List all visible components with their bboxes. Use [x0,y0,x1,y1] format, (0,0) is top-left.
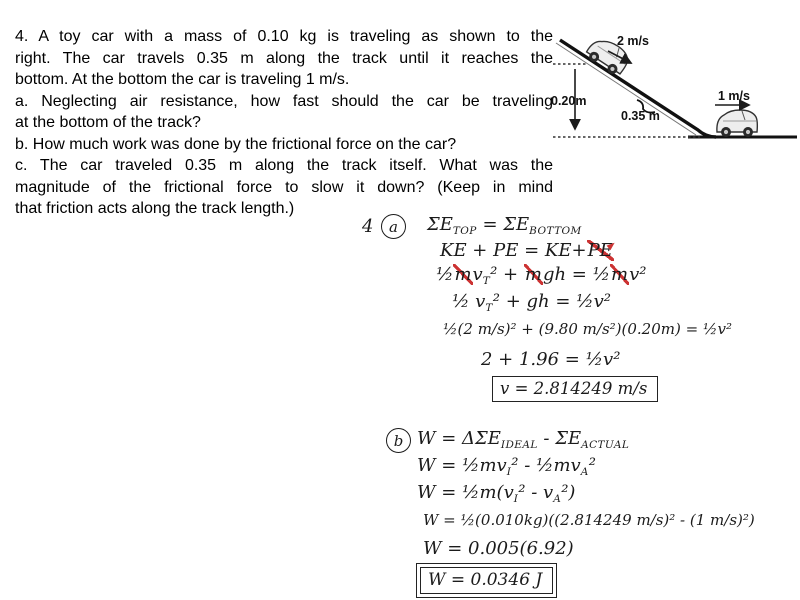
problem-line: magnitude of the frictional force to slow it down? (Keep in mind [15,178,553,196]
height-label: 0.20m [551,94,587,108]
eq-struck-term: PE [587,240,613,261]
eq-subscript: BOTTOM [529,225,582,237]
eq-subscript: IDEAL [500,439,538,451]
eq-subscript: T [485,302,493,314]
answer-box-b: W = 0.0346 J [420,567,553,594]
bottom-car [717,110,757,137]
eq-segment: W = ΔΣE [417,428,501,449]
equation-a4 [452,291,611,314]
equation-b2 [417,455,596,478]
problem-line: b. How much work was done by the frictional force on the car? [15,135,457,153]
eq-subscript: T [482,275,491,287]
eq-segment: ½ [436,264,454,285]
problem-number: 4 [362,216,374,237]
track-length-label: 0.35 m [621,109,660,123]
equation-b3 [417,482,575,505]
problem-line: a. Neglecting air resistance, how fast should the car be traveling [15,92,553,110]
eq-subscript: A [553,493,562,505]
problem-line: bottom. At the bottom the car is traveling 1 m/s. [15,71,350,88]
eq-segment: v [472,264,483,285]
track-diagram [550,15,800,150]
eq-subscript: A [580,466,589,478]
eq-segment: ² - ½mv [511,455,581,476]
problem-line: c. The car traveled 0.35 m along the track itself. What was the [15,157,553,174]
problem-line: 4. A toy car with a mass of 0.10 kg is traveling as shown to the [15,28,553,45]
equation-a3 [436,264,647,287]
eq-subscript: ACTUAL [581,439,630,451]
eq-subscript: I [513,493,519,505]
eq-segment: W = ½m(v [417,482,514,503]
problem-line: at the bottom of the track? [15,114,201,131]
eq-segment: v² [629,264,647,285]
problem-statement [15,26,553,220]
eq-segment: = ΣE [476,214,530,235]
eq-segment: KE + PE = KE+ [440,240,587,261]
eq-struck-term: m [524,264,542,285]
equation-a1 [427,214,582,237]
eq-segment: ² [588,455,596,476]
answer-box-a: v = 2.814249 m/s [492,376,658,402]
equation-a2 [440,240,622,261]
part-b-circle-label: b [386,428,411,453]
equation-a5: ½(2 m/s)² + (9.80 m/s²)(0.20m) = ½v² [443,320,732,338]
eq-subscript: TOP [452,225,477,237]
problem-line: right. The car travels 0.35 m along the track until it reaches the [15,49,553,67]
eq-segment: ² + [490,264,524,285]
eq-struck-term: m [611,264,629,285]
part-a-circle-label: a [381,214,406,239]
eq-segment: gh = ½ [542,264,611,285]
equation-a6: 2 + 1.96 = ½v² [481,349,621,370]
equation-b5: W = 0.005(6.92) [423,538,574,559]
car-hub [724,130,728,134]
eq-segment: W = ½mv [417,455,507,476]
eq-segment: ² - v [518,482,554,503]
eq-segment: - ΣE [537,428,582,449]
eq-segment: ²) [561,482,576,503]
equation-b1 [417,428,629,451]
equation-b4: W = ½(0.010kg)((2.814249 m/s)² - (1 m/s)²) [423,511,755,529]
car-hub [746,130,750,134]
eq-subscript: I [506,466,512,478]
eq-segment: ½ v [452,291,486,312]
eq-struck-term: m [454,264,472,285]
eq-segment: ² + gh = ½v² [492,291,611,312]
top-speed-label: 2 m/s [617,34,649,48]
problem-line: that friction acts along the track length.) [15,200,295,217]
eq-segment: ΣE [427,214,453,235]
bottom-speed-label: 1 m/s [718,89,750,103]
